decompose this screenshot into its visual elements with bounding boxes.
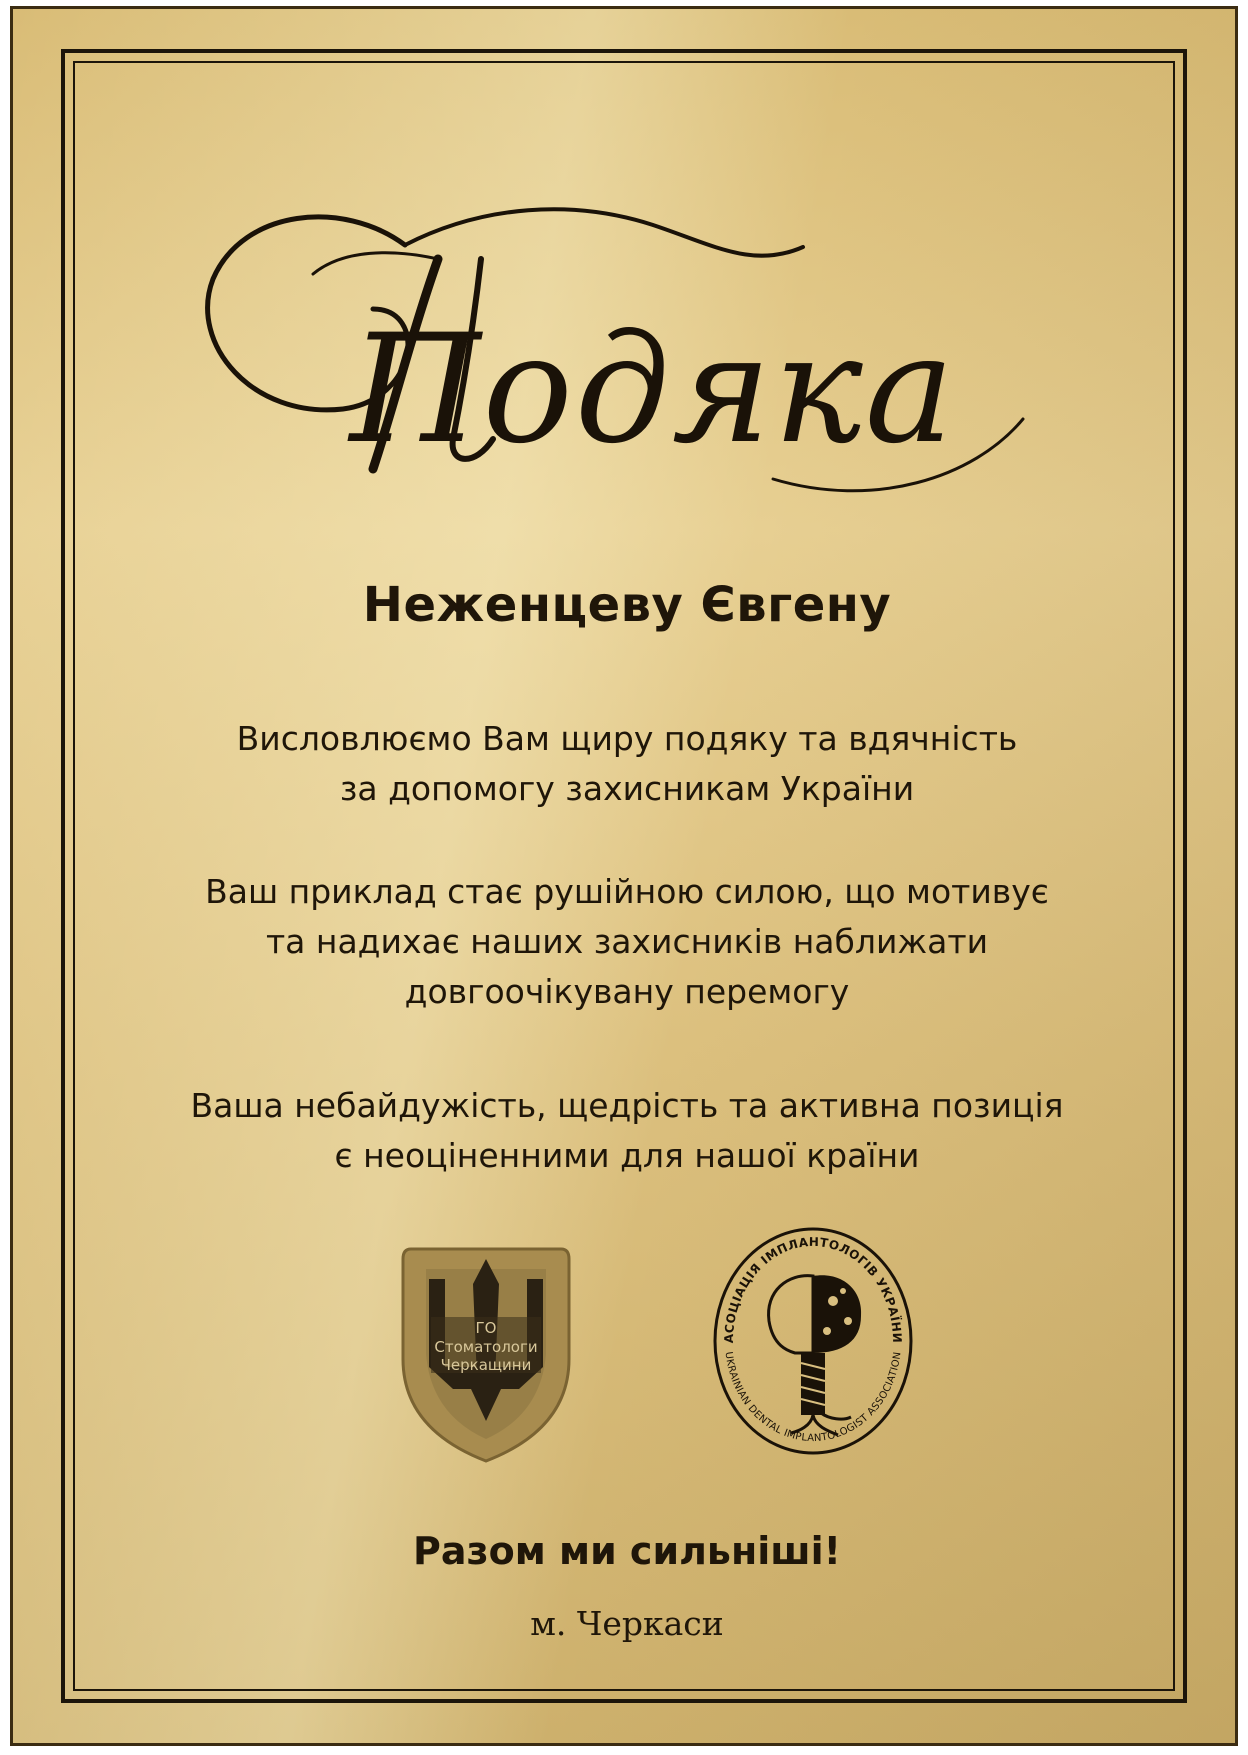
paragraph-line: Ваш приклад стає рушійною силою, що мотивує (205, 872, 1049, 911)
title-text: Подяка (349, 303, 957, 477)
city-label: м. Черкаси (530, 1604, 724, 1643)
paragraph-line: та надихає наших захисників наближати (265, 922, 989, 961)
paragraph-line: за допомогу захисникам України (339, 769, 915, 808)
logo-left-line3: Черкащини (440, 1356, 532, 1374)
logo-right-ring-top: АСОЦІАЦІЯ ІМПЛАНТОЛОГІВ УКРАЇНИ (721, 1234, 905, 1344)
logo-right-ring-bottom: UKRAINIAN DENTAL IMPLANTOLOGIST ASSOCIATION (722, 1351, 904, 1445)
logo-left-line2: Стоматологи (434, 1338, 538, 1356)
paragraph-line: Ваша небайдужість, щедрість та активна позиція (190, 1086, 1064, 1125)
motto: Разом ми сильніші! (413, 1529, 841, 1573)
title-calligraphy (13, 9, 1241, 569)
certificate-plaque (10, 6, 1238, 1746)
paragraph-line: довгоочікувану перемогу (404, 972, 850, 1011)
gratitude-paragraph-2 (13, 867, 1241, 1017)
trident-shield-icon (391, 1239, 581, 1469)
gratitude-paragraph-3 (13, 1081, 1241, 1181)
gratitude-paragraph-1 (13, 714, 1241, 814)
paragraph-line: є неоціненними для нашої країни (334, 1136, 920, 1175)
logo-left-line1: ГО (475, 1319, 497, 1337)
paragraph-line: Висловлюємо Вам щиру подяку та вдячність (236, 719, 1018, 758)
recipient-name: Неженцеву Євгену (362, 577, 892, 633)
tooth-tree-icon (703, 1221, 923, 1461)
